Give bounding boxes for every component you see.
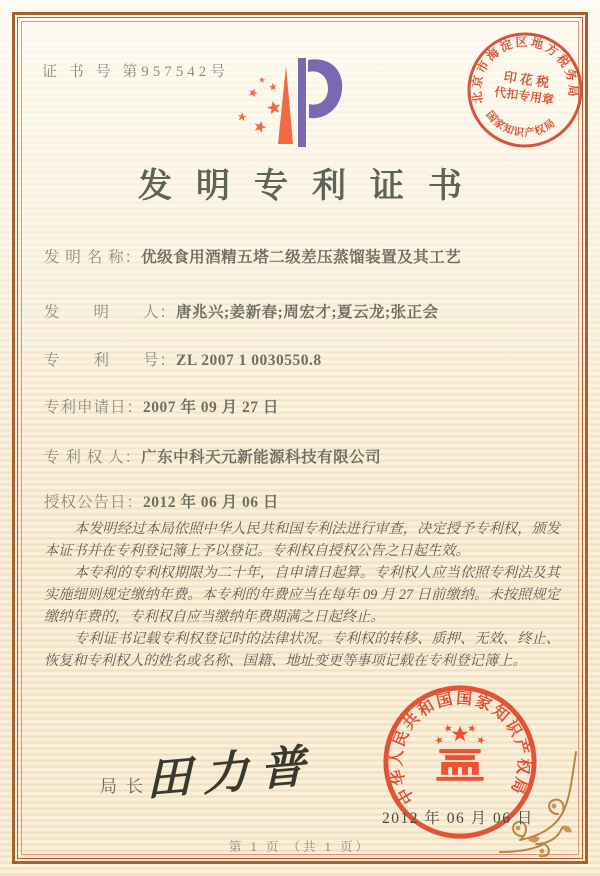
field-label: 专 利 号：	[44, 352, 177, 369]
stamp-arc-top-text: 北京市海淀区地方税务局	[469, 34, 581, 105]
cnipa-logo-icon	[228, 52, 368, 162]
field-value: ZL 2007 1 0030550.8	[176, 352, 322, 369]
field-patentee	[44, 445, 381, 467]
field-value: 优级食用酒精五塔二级差压蒸馏装置及其工艺	[141, 249, 462, 266]
legal-paragraph-2: 本专利的专利权期限为二十年，自申请日起算。专利权人应当依照专利法及其实施细则规定缴纳年费。本专利的年费应当在每年 09 月 27 日前缴纳。未按照规定缴纳年费的，专利权自应当缴纳年费期满之日起终止。	[44, 565, 560, 625]
field-inventors	[44, 300, 439, 322]
director-title-label: 局长	[100, 777, 152, 796]
field-label: 授权公告日：	[44, 494, 144, 511]
certificate-title: 发明专利证书	[138, 168, 486, 205]
page-number: 第 1 页 （共 1 页）	[228, 840, 372, 854]
field-value: 2012 年 06 月 06 日	[143, 494, 279, 511]
field-label: 专利申请日：	[44, 399, 144, 416]
legal-paragraph-1: 本发明经过本局依照中华人民共和国专利法进行审查，决定授予专利权，颁发本证书并在专利登记簿上予以登记。专利权自授权公告之日起生效。	[44, 521, 560, 559]
field-invention-name	[44, 245, 461, 267]
stamp-arc-bottom-text: 国家知识产权局	[483, 109, 559, 140]
corner-scroll-ornament-icon	[492, 748, 580, 860]
field-patent-number	[44, 348, 322, 370]
seal-arc-text: 中华人民共和国国家知识产权局	[388, 690, 532, 807]
legal-text	[44, 518, 560, 672]
field-value: 唐兆兴;姜新春;周宏才;夏云龙;张正会	[176, 304, 439, 321]
field-value: 广东中科天元新能源科技有限公司	[141, 449, 382, 466]
seal-date: 2012 年 06 月 06 日	[382, 810, 534, 827]
stamp-center-line2: 代扣专用章	[493, 84, 555, 108]
certificate-number: 证 书 号 第957542号	[42, 64, 230, 80]
svg-text:国家知识产权局	[481, 107, 559, 144]
tax-stamp-seal-icon	[446, 11, 600, 169]
field-application-date	[44, 395, 279, 417]
field-label: 发 明 名 称：	[44, 249, 142, 266]
field-grant-date	[44, 490, 279, 512]
field-value: 2007 年 09 月 27 日	[143, 399, 279, 416]
field-label: 发 明 人：	[44, 304, 177, 321]
field-label: 专 利 权 人：	[44, 449, 142, 466]
national-emblem-icon	[434, 724, 486, 781]
director-signature: 田力普	[145, 740, 318, 806]
legal-paragraph-3: 专利证书记载专利权登记时的法律状况。专利权的转移、质押、无效、终止、恢复和专利权人的姓名或名称、国籍、地址变更等事项记载在专利登记簿上。	[44, 631, 560, 669]
stamp-center-line1: 印 花 税	[502, 69, 551, 91]
